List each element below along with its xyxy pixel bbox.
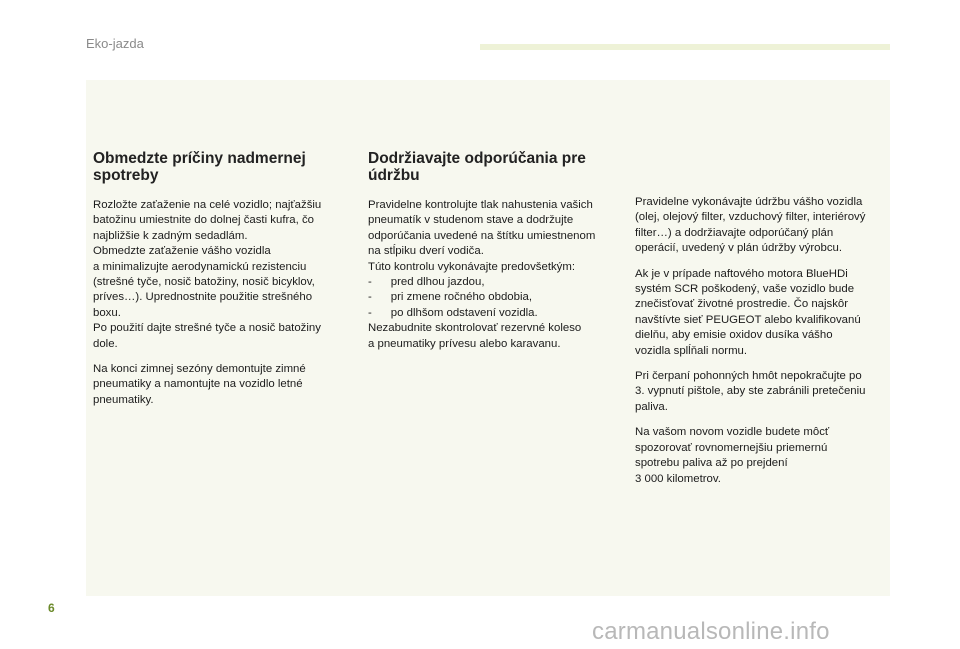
paragraph-tyre-pressure [368,198,618,352]
text-line: (olej, olejový filter, vzduchový filter, interiérový [635,211,866,224]
text-line: Rozložte zaťaženie na celé vozidlo; najťažšiu [93,199,322,211]
text-line: spotrebu paliva až po prejdení [635,457,788,470]
page-number: 6 [48,601,55,615]
text-line: odporúčania uvedené na štítku umiestnenom [368,229,596,242]
column-maintenance [368,150,618,352]
text-line: najbližšie k zadným sedadlám. [93,229,248,242]
column-service [635,195,890,487]
text-line: spozorovať rovnomernejšiu priemernú [635,441,828,454]
text-line: navštívte sieť PEUGEOT alebo kvalifikovanú [635,313,861,326]
text-line: na stĺpiku dverí vodiča. [368,245,484,258]
text-line: Pravidelne kontrolujte tlak nahustenia vašich [368,199,593,211]
text-line: - pred dlhou jazdou, [368,276,485,289]
paragraph-service [635,195,890,257]
heading-maintenance: Dodržiavajte odporúčania pre údržbu [368,150,586,184]
text-line: a minimalizujte aerodynamickú rezistenciu [93,260,307,273]
header-accent-bar [480,44,890,50]
paragraph-bluehdi [635,267,890,359]
text-line: príves…). Uprednostnite použitie strešného [93,291,313,304]
text-line: a pneumatiky prívesu alebo karavanu. [368,337,561,350]
text-line: batožinu umiestnite do dolnej časti kufra, čo [93,214,314,227]
text-line: Na konci zimnej sezóny demontujte zimné [93,363,306,376]
text-line: filter…) a dodržiavajte odporúčaný plán [635,226,834,239]
text-line: Obmedzte zaťaženie vášho vozidla [93,245,271,258]
text-line: Na vašom novom vozidle budete môcť [635,426,830,439]
text-line: operácií, uvedený v plán údržby výrobcu. [635,242,843,255]
text-line: - pri zmene ročného obdobia, [368,291,532,304]
watermark: carmanualsonline.info [592,618,830,645]
text-line: pneumatík v studenom stave a dodržujte [368,214,574,227]
paragraph-load [93,198,348,352]
text-line: pneumatiky. [93,393,154,406]
section-title: Eko-jazda [86,36,144,51]
text-line: dole. [93,337,118,350]
text-line: vozidla splĺňali normu. [635,344,748,357]
text-line: pneumatiky a namontujte na vozidlo letné [93,378,303,391]
text-line: Pri čerpaní pohonných hmôt nepokračujte po [635,370,862,383]
text-line: Nezabudnite skontrolovať rezervné koleso [368,322,582,335]
text-line: Túto kontrolu vykonávajte predovšetkým: [368,260,576,273]
text-line: boxu. [93,306,121,319]
text-line: systém SCR poškodený, vaše vozidlo bude [635,283,855,296]
paragraph-new-vehicle [635,425,890,487]
text-line: 3. vypnutí pištole, aby ste zabránili pretečeniu [635,385,866,398]
text-line: dielňu, aby emisie oxidov dusíka vášho [635,329,833,342]
text-line: znečisťovať životné prostredie. Čo najskôr [635,298,849,311]
text-line: (strešné tyče, nosič batožiny, nosič bicyklov, [93,276,315,289]
text-line: paliva. [635,400,668,413]
text-line: - po dlhšom odstavení vozidla. [368,306,538,319]
paragraph-refuel [635,369,890,415]
text-line: 3 000 kilometrov. [635,472,721,485]
column-consumption [93,150,348,408]
text-line: Pravidelne vykonávajte údržbu vášho vozidla [635,196,863,208]
text-line: Po použití dajte strešné tyče a nosič batožiny [93,322,321,335]
paragraph-winter-tyres [93,362,348,408]
heading-consumption: Obmedzte príčiny nadmernej spotreby [93,150,306,184]
text-line: Ak je v prípade naftového motora BlueHDi [635,267,848,280]
